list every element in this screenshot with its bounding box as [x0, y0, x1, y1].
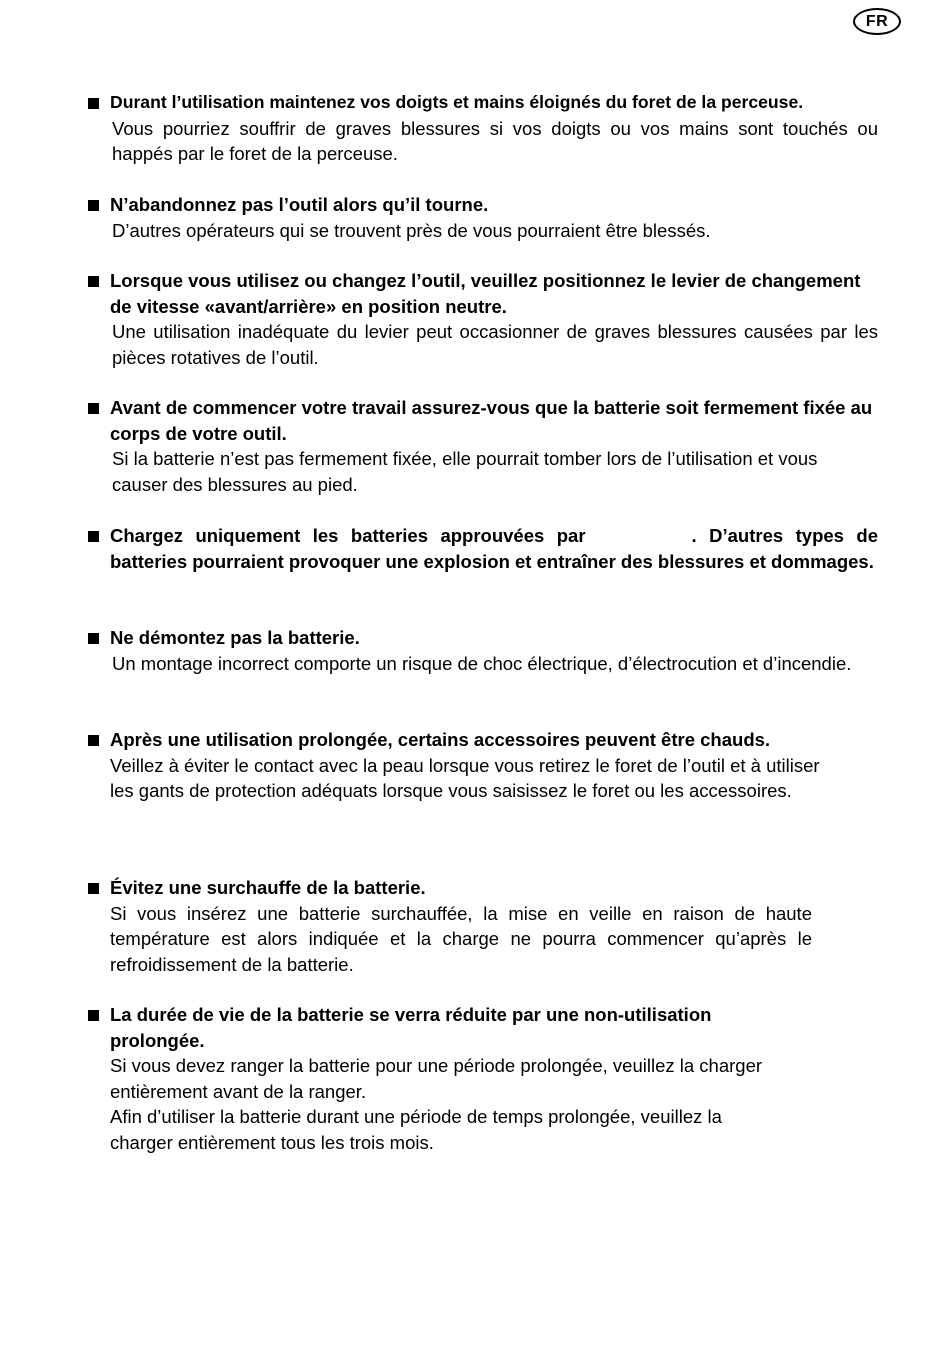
- warning-title-part1: Chargez uniquement les batteries approuvées par: [110, 525, 586, 546]
- warning-item: [88, 90, 878, 167]
- warning-title: Évitez une surchauffe de la batterie.: [110, 877, 426, 898]
- warning-item: [88, 1002, 878, 1156]
- warning-body: D’autres opérateurs qui se trouvent près de vous pourraient être blessés.: [112, 219, 711, 241]
- warning-title: Avant de commencer votre travail assurez-vous que la batterie soit fermement fixée au corps de votre outil.: [110, 397, 873, 444]
- bullet-square-icon: [88, 403, 99, 414]
- warning-body: Afin d’utiliser la batterie durant une période de temps prolongée, veuillez la charger entièrement tous les trois mois.: [110, 1106, 722, 1153]
- bullet-square-icon: [88, 531, 99, 542]
- warning-title: Après une utilisation prolongée, certains accessoires peuvent être chauds.: [110, 729, 771, 750]
- warning-body: Vous pourriez souffrir de graves blessures si vos doigts ou vos mains sont touchés ou happés par le foret de la perceuse.: [112, 117, 878, 165]
- warning-item: [88, 875, 878, 977]
- warning-body: Veillez à éviter le contact avec la peau lorsque vous retirez le foret de l’outil et à utiliser les gants de protection adéquats lorsque vous saisissez le foret ou les accessoires.: [110, 754, 820, 802]
- bullet-square-icon: [88, 735, 99, 746]
- warning-body: Si la batterie n’est pas fermement fixée, elle pourrait tomber lors de l’utilisation et vous causer des blessures au pied.: [112, 448, 818, 495]
- warning-body: Une utilisation inadéquate du levier peut occasionner de graves blessures causées par les pièces rotatives de l’outil.: [112, 321, 878, 368]
- warning-item: [88, 523, 878, 574]
- warning-title: La durée de vie de la batterie se verra réduite par une non-utilisation prolongée.: [110, 1004, 712, 1051]
- warning-title: N’abandonnez pas l’outil alors qu’il tourne.: [110, 194, 489, 215]
- warning-title: Durant l’utilisation maintenez vos doigts et mains éloignés du foret de la perceuse.: [110, 92, 804, 112]
- warning-item: [88, 727, 878, 804]
- bullet-square-icon: [88, 633, 99, 644]
- warning-title: Ne démontez pas la batterie.: [110, 627, 360, 648]
- warning-item: [88, 395, 878, 497]
- warning-body: Si vous insérez une batterie surchauffée, la mise en veille en raison de haute température est alors indiquée et la charge ne pourra commencer qu’après le refroidissement de la batterie.: [110, 902, 812, 975]
- warning-title: Lorsque vous utilisez ou changez l’outil, veuillez positionnez le levier de changement de vitesse «avant/arrière» en position neutre.: [110, 270, 861, 317]
- bullet-square-icon: [88, 883, 99, 894]
- warning-body: Si vous devez ranger la batterie pour une période prolongée, veuillez la charger entièrement avant de la ranger.: [110, 1055, 763, 1102]
- bullet-square-icon: [88, 276, 99, 287]
- bullet-square-icon: [88, 98, 99, 109]
- warning-item: [88, 625, 878, 676]
- bullet-square-icon: [88, 200, 99, 211]
- warning-body: Un montage incorrect comporte un risque de choc électrique, d’électrocution et d’incendie.: [112, 652, 852, 674]
- warning-title: [110, 523, 878, 574]
- warning-title-part2: . D’autres types de batteries pourraient provoquer une explosion et entraîner des blessures et dommages.: [110, 525, 878, 572]
- language-badge: FR: [853, 8, 901, 35]
- warning-item: [88, 192, 878, 243]
- bullet-square-icon: [88, 1010, 99, 1021]
- warning-item: [88, 268, 878, 370]
